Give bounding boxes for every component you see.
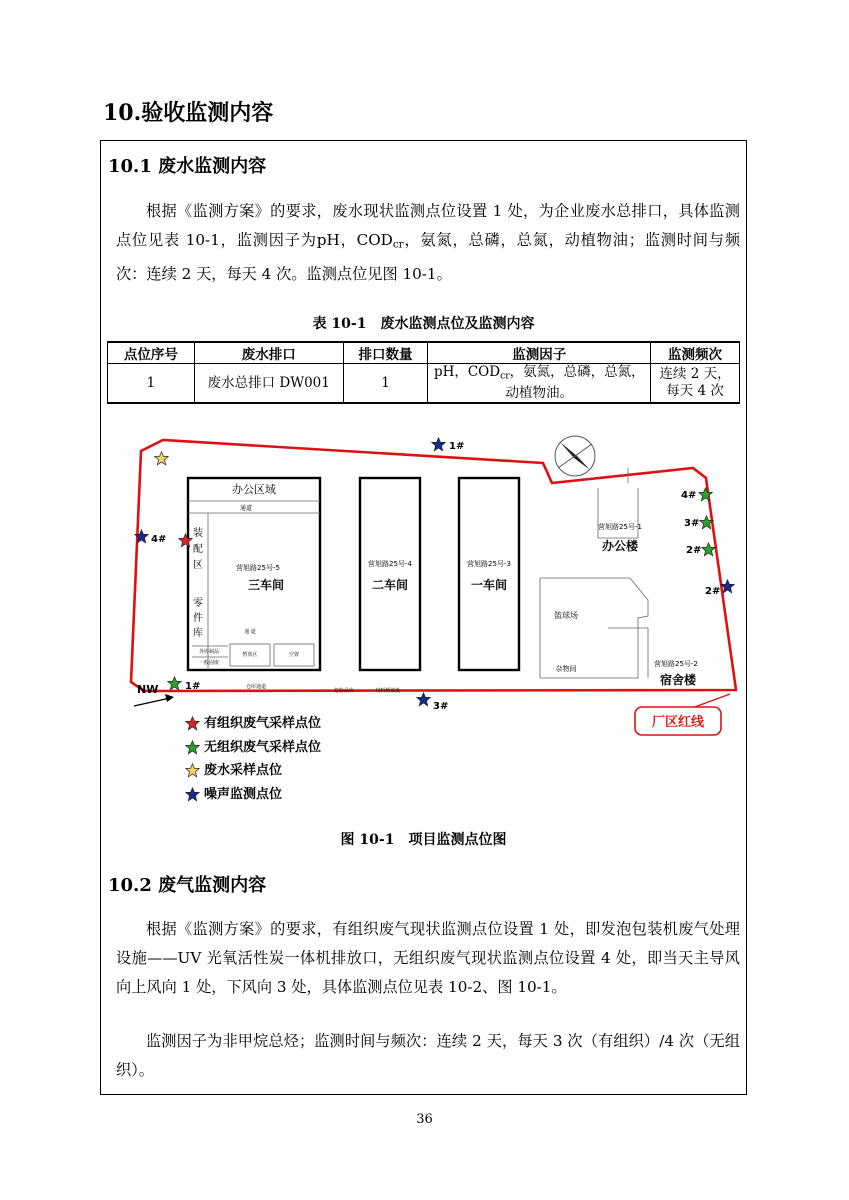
legend-item [185,712,321,736]
office-building-label: 办公楼 [601,539,639,553]
figure-caption: 图 10-1 项目监测点位图 [340,832,507,848]
legend-item [185,759,321,783]
fugitive-point-label: 1# [185,681,201,692]
noise-point-label: 1# [449,441,465,452]
table-header: 点位序号 [108,342,195,364]
legend-star-icon [185,740,200,755]
workshop-1-building [459,478,519,670]
map-legend [185,712,321,806]
redline-callout [635,694,730,735]
subsection-title-wastewater: 10.1 废水监测内容 [108,156,267,177]
legend-label: 噪声监测点位 [204,786,283,802]
parts-label: 库 [193,628,203,639]
court-label: 篮球场 [554,611,578,620]
noise-point-star-icon [432,438,446,451]
section-title: 10.验收监测内容 [103,100,274,126]
exhaust-paragraph-1: 根据《监测方案》的要求，有组织废气现状监测点位设置 1 处，即发泡包装机废气处理设施——UV 光氧活性炭一体机排放口，无组织废气现状监测点位设置 4 处，即当天主导风向上风向 1 处，下风向 3 处，具体监测点位见表 10-2、图 10-1。 [116,920,740,996]
table-cell: 连续 2 天， 每天 4 次 [651,364,740,404]
noise-point-label: 2# [705,586,721,597]
dormitory-label: 宿舍楼 [659,673,697,687]
parts-label: 零 [193,598,203,609]
wind-direction-label: NW [137,683,159,696]
legend-label: 无组织废气采样点位 [204,739,322,755]
subsection-title-exhaust: 10.2 废气监测内容 [108,875,267,896]
fugitive-point-label: 3# [684,518,700,529]
wastewater-paragraph: 根据《监测方案》的要求，废水现状监测点位设置 1 处，为企业废水总排口，具体监测点位见表 10-1，监测因子为pH，$COD_{cr}$，氨氮，总磷，总氮，动植物油；监测时间与频次：连续 2 天，每天 4 次。监测点位见图 10-1。 [116,202,741,283]
small-area-label: 通 道 [244,629,256,635]
small-area-label: 外协制品 [198,649,220,655]
table-header: 监测频次 [651,342,740,364]
fugitive-gas-point-star-icon [702,543,716,556]
table-row [108,364,740,404]
legend-star-icon [185,716,200,731]
noise-point-label: 4# [151,534,167,545]
workshop-1-label: 一车间 [470,578,508,592]
parts-label: 件 [193,613,203,624]
table-caption: 表 10-1 废水监测点位及监测内容 [312,316,535,332]
legend-star-icon [185,787,200,802]
road-label: 通道 [239,505,253,512]
organized-gas-point-star-icon [179,534,193,547]
page-number: 36 [416,1112,433,1127]
legend-label: 废水采样点位 [204,763,283,778]
workshop-2-building [360,478,420,670]
workshop-2-label: 二车间 [371,578,409,592]
small-area-label: 一般固废 [198,660,220,666]
fugitive-point-label: 4# [681,490,697,501]
legend-star-icon [185,763,200,778]
fugitive-point-label: 2# [686,545,702,556]
redline-label: 厂区红线 [651,715,705,730]
assembly-label: 装 [193,528,203,539]
address-label: 营旭路25号-5 [236,564,280,572]
table-cell: 1 [343,364,428,404]
table-header: 排口数量 [343,342,428,364]
storage-label: 杂物间 [555,665,577,673]
table-cell: pH，$COD_{cr}$，氨氮，总磷，总氮， 动植物油。 [428,364,651,404]
bottom-area-label: 危险品库 [333,688,355,694]
workshop-3-label: 三车间 [247,578,285,592]
small-area-label: 暂放区 [242,652,258,658]
wastewater-point-star-icon [155,452,169,465]
noise-point-star-icon [417,693,431,706]
bottom-area-label: 仓库通道 [245,684,267,690]
table-header: 废水排口 [194,342,343,364]
bottom-area-label: 材料暂放处 [375,688,401,694]
legend-item [185,783,321,807]
monitoring-table [107,341,740,404]
noise-point-label: 3# [433,701,449,712]
table-cell: 1 [108,364,195,404]
table-header: 监测因子 [428,342,651,364]
table-cell: 废水总排口 DW001 [194,364,343,404]
assembly-label: 配 [193,544,203,555]
address-label: 营旭路25号-2 [654,660,698,668]
legend-label: 有组织废气采样点位 [204,716,322,731]
office-zone-label: 办公区域 [232,483,276,496]
address-label: 营旭路25号-1 [598,523,642,531]
compass-icon [555,436,595,476]
assembly-label: 区 [193,560,203,571]
small-area-label: 空置 [288,652,300,658]
address-label: 营旭路25号-3 [467,560,511,568]
fugitive-gas-point-star-icon [168,677,182,690]
legend-item [185,736,321,760]
exhaust-paragraph-2: 监测因子为非甲烷总烃；监测时间与频次：连续 2 天，每天 3 次（有组织）/4 次（无组织）。 [116,1032,740,1079]
address-label: 营旭路25号-4 [368,560,412,568]
